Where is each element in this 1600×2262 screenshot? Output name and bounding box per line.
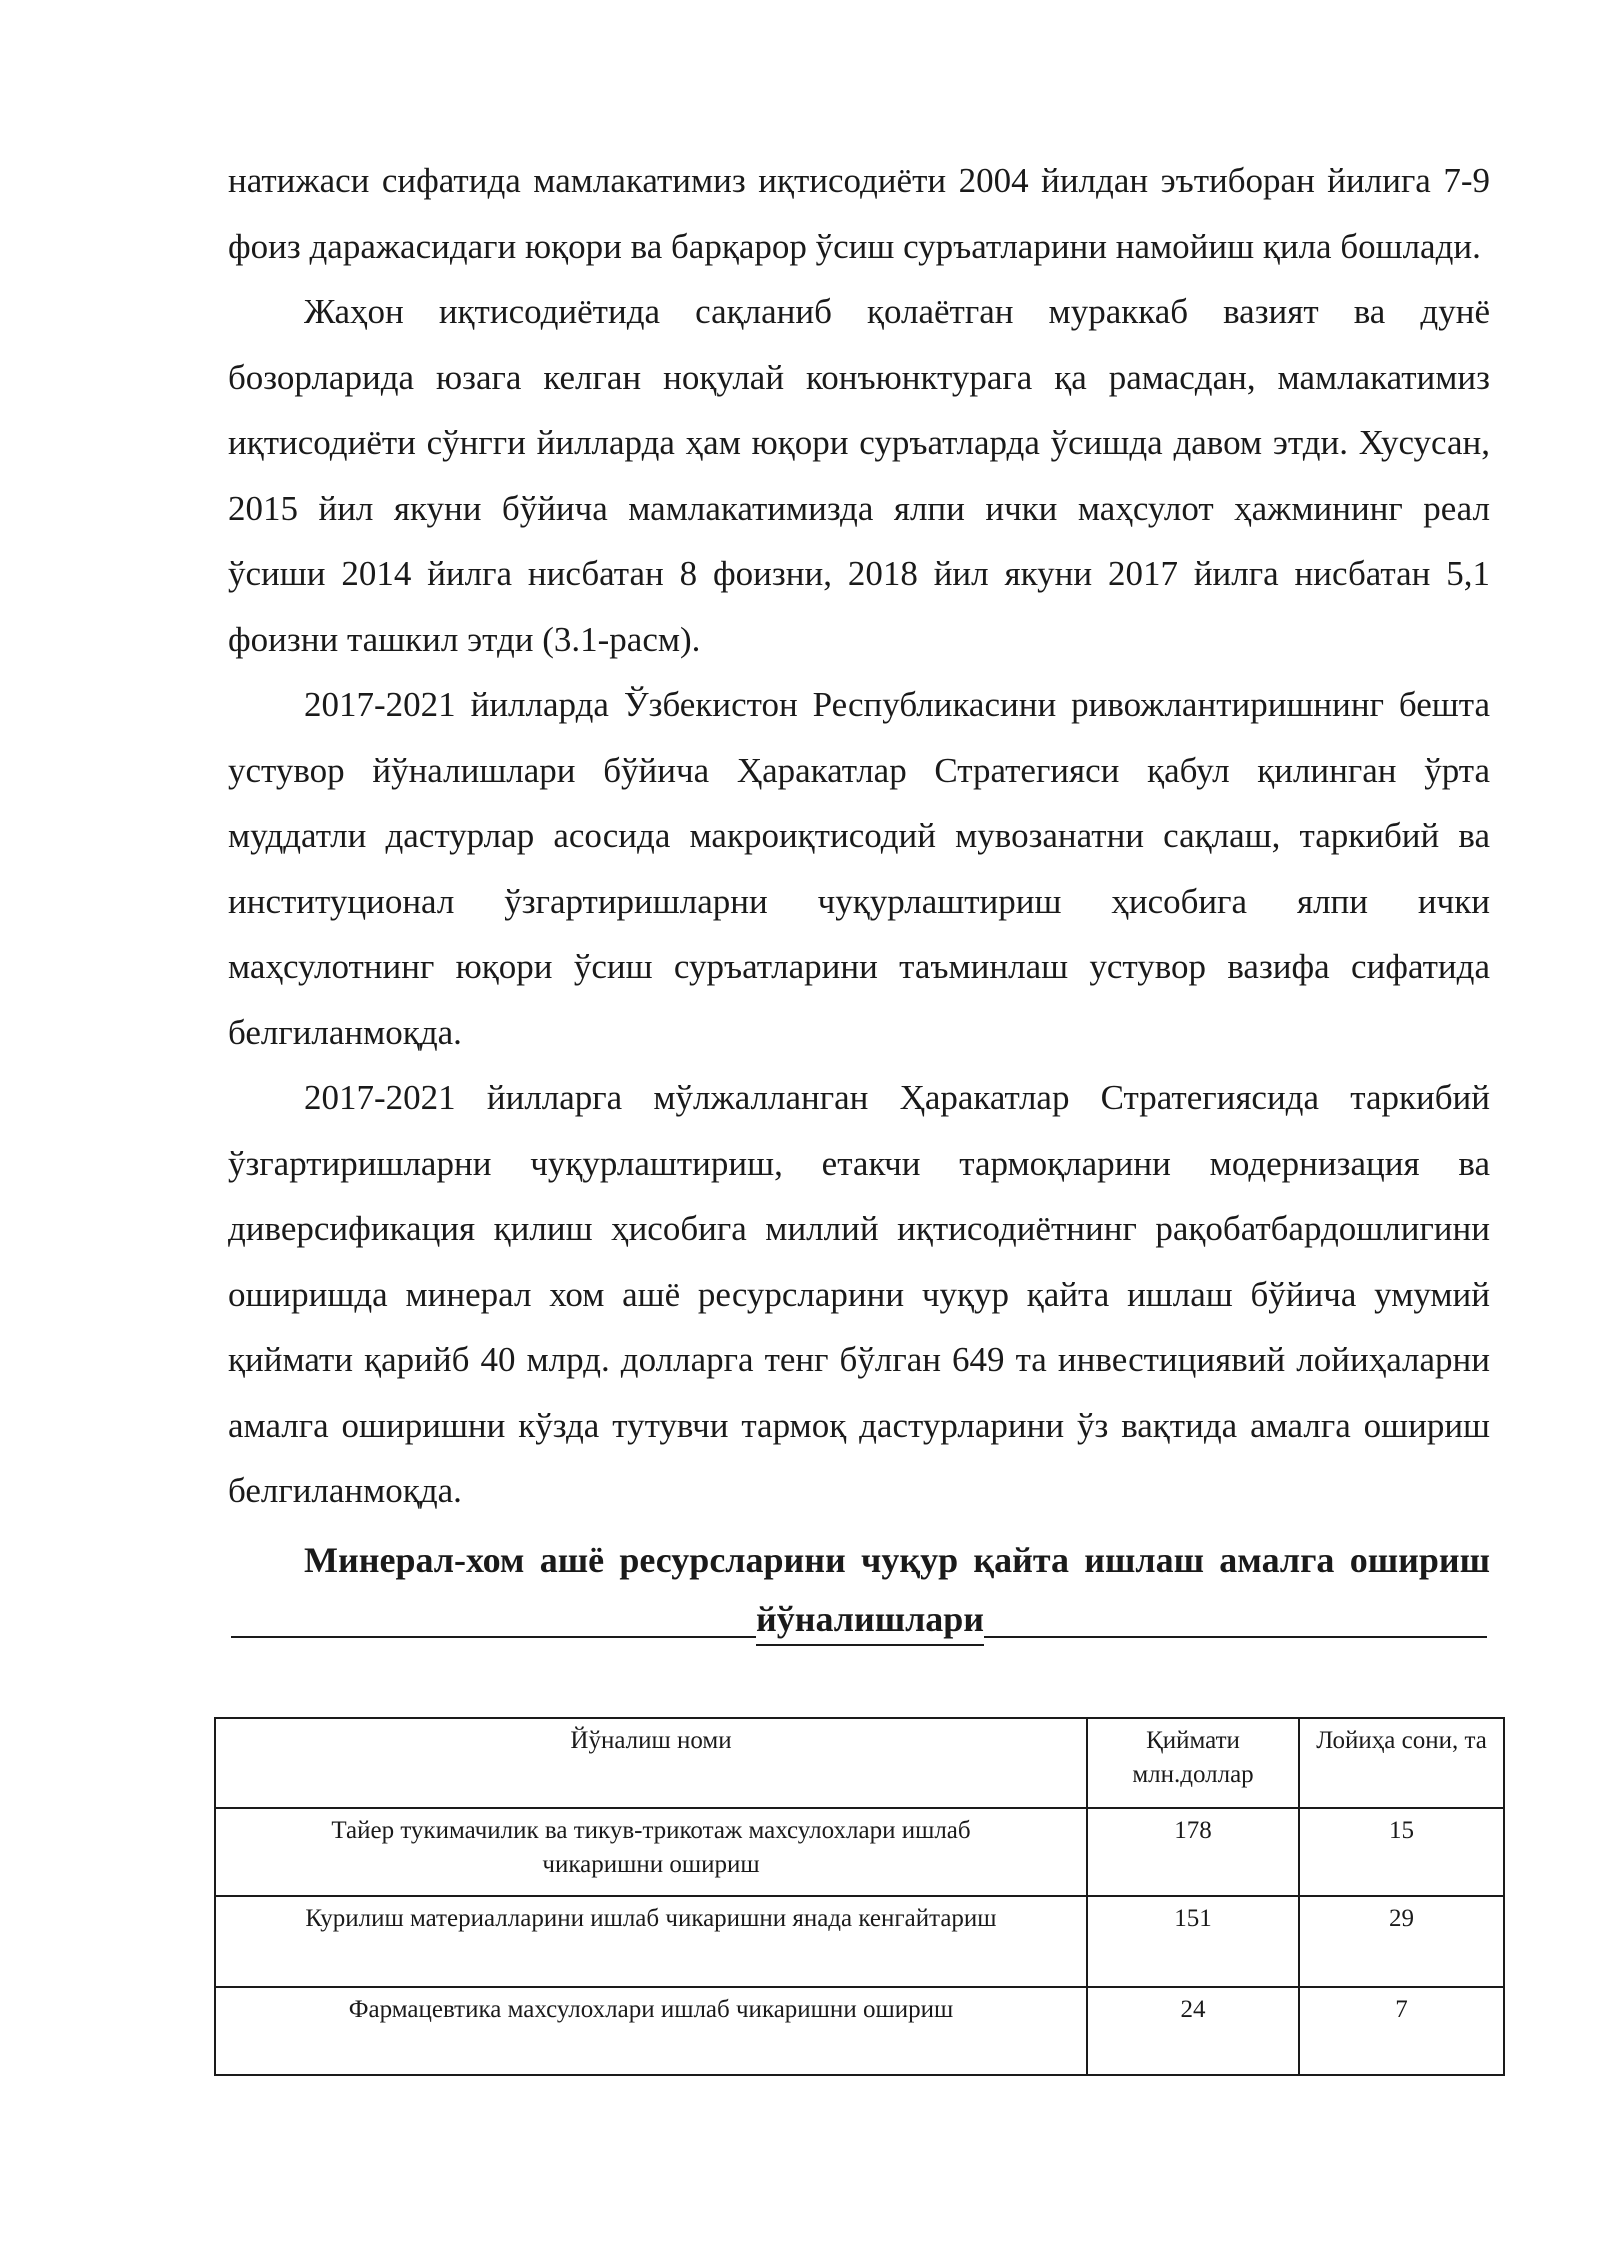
table-header-row: [215, 1718, 1504, 1808]
paragraph-3: 2017-2021 йилларда Ўзбекистон Республикасини ривожлантиришнинг бешта устувор йўналишлари бўйича Ҳаракатлар Стратегияси қабул қилинган ўрта муддатли дастурлар асосида макроиқтисодий мувозанатни сақлаш, таркибий ва институционал ўзгартиришларни чуқурлаштириш ҳисобига ялпи ички маҳсулотнинг юқори ўсиш суръатларини таъминлаш устувор вазифа сифатида белгиланмоқда.: [228, 685, 1490, 1052]
projects-table-wrapper: [214, 1717, 1505, 2076]
heading-underline-left: [231, 1634, 756, 1638]
header-direction-name: Йўналиш номи: [215, 1718, 1087, 1808]
cell-value: 151: [1087, 1896, 1299, 1987]
header-value: Қиймати млн.доллар: [1087, 1718, 1299, 1808]
heading-underline-right: [984, 1634, 1487, 1638]
paragraph-2: Жаҳон иқтисодиётида сақланиб қолаётган мураккаб вазият ва дунё бозорларида юзага келган ноқулай конъюнктурага қа рамасдан, мамлакатимиз иқтисодиёти сўнгги йилларда ҳам юқори суръатларда ўсишда давом этди. Хусусан, 2015 йил якуни бўйича мамлакатимизда ялпи ички маҳсулот ҳажмининг реал ўсиши 2014 йилга нисбатан 8 фоизни, 2018 йил якуни 2017 йилга нисбатан 5,1 фоизни ташкил этди (3.1-расм).: [228, 292, 1490, 659]
cell-direction-name: Фармацевтика махсулохлари ишлаб чикаришни ошириш: [215, 1987, 1087, 2075]
section-heading-line1: Минерал-хом ашё ресурсларини чуқур қайта ишлаш амалга ошириш: [304, 1539, 1490, 1580]
cell-project-count: 7: [1299, 1987, 1504, 2075]
cell-value: 178: [1087, 1808, 1299, 1896]
projects-table: [214, 1717, 1505, 2076]
header-project-count: Лойиҳа сони, та: [1299, 1718, 1504, 1808]
section-heading-line2: [228, 1594, 1490, 1646]
cell-direction-name: Тайер тукимачилик ва тикув-трикотаж махсулохлари ишлаб чикаришни ошириш: [215, 1808, 1087, 1896]
table-row: [215, 1896, 1504, 1987]
table-row: [215, 1808, 1504, 1896]
paragraph-1: натижаси сифатида мамлакатимиз иқтисодиёти 2004 йилдан эътиборан йилига 7-9 фоиз даражасидаги юқори ва барқарор ўсиш суръатларини намойиш қила бошлади.: [228, 161, 1490, 266]
cell-value: 24: [1087, 1987, 1299, 2075]
paragraph-4: 2017-2021 йилларга мўлжалланган Ҳаракатлар Стратегиясида таркибий ўзгартиришларни чуқурлаштириш, етакчи тармоқларини модернизация ва диверсификация қилиш ҳисобига миллий иқтисодиётнинг рақобатбардошлигини оширишда минерал хом ашё ресурсларини чуқур қайта ишлаш бўйича умумий қиймати қарийб 40 млрд. долларга тенг бўлган 649 та инвестициявий лойиҳаларни амалга оширишни кўзда тутувчи тармоқ дастурларини ўз вақтида амалга ошириш белгиланмоқда.: [228, 1078, 1490, 1510]
section-heading-line2-text: йўналишлари: [756, 1594, 984, 1646]
table-row: [215, 1987, 1504, 2075]
cell-project-count: 15: [1299, 1808, 1504, 1896]
cell-project-count: 29: [1299, 1896, 1504, 1987]
document-body: [228, 148, 1490, 1646]
cell-direction-name: Курилиш материалларини ишлаб чикаришни янада кенгайтариш: [215, 1896, 1087, 1987]
